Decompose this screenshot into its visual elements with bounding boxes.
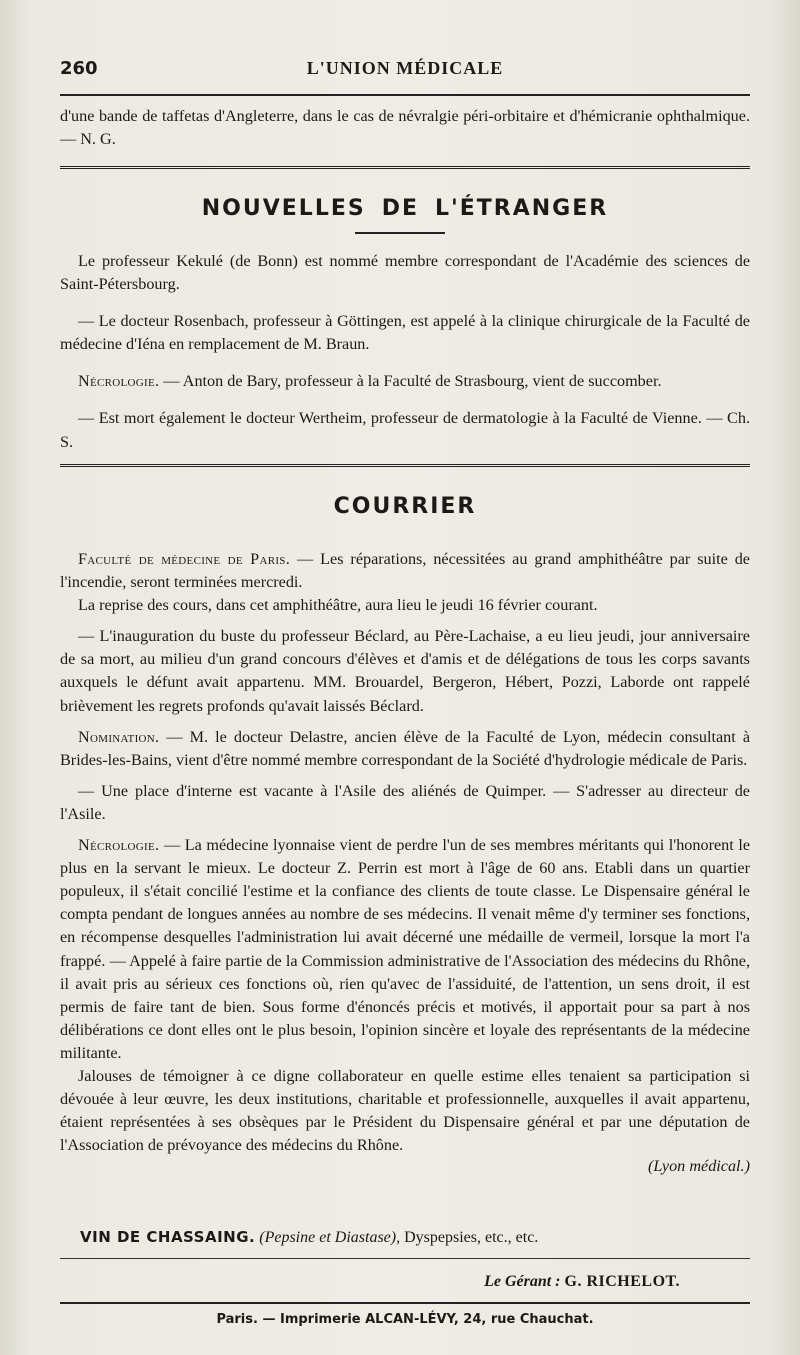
source-attribution: (Lyon médical.) (647, 1157, 750, 1176)
section-divider (60, 464, 750, 467)
gerant-name: G. RICHELOT. (564, 1273, 680, 1290)
paragraph: Nécrologie. — Anton de Bary, professeur à la Faculté de Strasbourg, vient de succomber. (78, 372, 662, 391)
running-title: L'UNION MÉDICALE (306, 58, 504, 78)
footer-rule (60, 1258, 750, 1259)
section-courrier-body (60, 548, 750, 1178)
heading-underline (355, 232, 445, 234)
paragraph: Nomination. — M. le docteur Delastre, ancien élève de la Faculté de Lyon, médecin consultant à Brides-les-Bains, vient d'être nommé membre correspondant de la Société d'hydrologie médicale de Paris. (60, 727, 750, 769)
advertisement (80, 1226, 740, 1249)
ad-detail: (Pepsine et Diastase), (259, 1229, 401, 1246)
paragraph: — Est mort également le docteur Wertheim, professeur de dermatologie à la Faculté de Vienne. — Ch. S. (60, 409, 750, 451)
paragraph: Faculté de médecine de Paris. — Les réparations, nécessitées au grand amphithéâtre par suite de l'incendie, seront terminées mercredi. (60, 550, 750, 592)
gerant-label: Le Gérant : (484, 1273, 561, 1290)
paragraph: — L'inauguration du buste du professeur Béclard, au Père-Lachaise, a eu lieu jeudi, jour anniversaire de sa mort, au milieu d'un grand concours d'élèves et d'amis et de délégations de tous les corps savants auxquels le défunt avait appartenu. MM. Brouardel, Bergeron, Hébert, Pozzi, Laborde ont rappelé brièvement les regrets profonds qu'avait laissés Béclard. (60, 627, 750, 715)
page-number: 260 (60, 58, 98, 79)
intro-fragment: d'une bande de taffetas d'Angleterre, dans le cas de névralgie péri-orbitaire et d'hémicranie ophthalmique. — N. G. (60, 107, 750, 149)
header-rule (60, 94, 750, 96)
ad-tail: Dyspepsies, etc., etc. (404, 1229, 539, 1246)
section-nouvelles-body (60, 250, 750, 454)
section-title-nouvelles (60, 196, 750, 221)
paragraph: — Le docteur Rosenbach, professeur à Göttingen, est appelé à la clinique chirurgicale de la Faculté de médecine d'Iéna en remplacement de M. Braun. (60, 312, 750, 354)
paragraph: Jalouses de témoigner à ce digne collaborateur en quelle estime elles tenaient sa participation si dévouée à leur œuvre, les deux institutions, charitable et professionnelle, auxquelles il avait appartenu, étaient représentées à ses obsèques par le Président du Dispensaire général et par une députation de l'Association de prévoyance des médecins du Rhône. (60, 1066, 750, 1155)
paragraph: Le professeur Kekulé (de Bonn) est nommé membre correspondant de l'Académie des sciences de Saint-Pétersbourg. (60, 252, 750, 294)
footer-rule (60, 1302, 750, 1304)
paragraph: — Une place d'interne est vacante à l'Asile des aliénés de Quimper. — S'adresser au directeur de l'Asile. (60, 781, 750, 823)
paragraph: La reprise des cours, dans cet amphithéâtre, aura lieu le jeudi 16 février courant. (78, 596, 598, 615)
ad-brand: VIN DE CHASSAING. (80, 1228, 256, 1246)
section-title-word: L'ÉTRANGER (435, 196, 609, 221)
section-title-word: NOUVELLES (201, 196, 366, 221)
managing-editor (60, 1273, 680, 1291)
section-title-word: DE (381, 196, 420, 221)
section-title-courrier: COURRIER (333, 494, 477, 519)
printer-imprint: Paris. — Imprimerie ALCAN-LÉVY, 24, rue Chauchat. (216, 1312, 594, 1327)
paragraph: Nécrologie. — La médecine lyonnaise vient de perdre l'un de ses membres méritants qui l'honorent le plus en la servant le mieux. Le docteur Z. Perrin est mort à l'âge de 60 ans. Etabli dans un quartier populeux, il s'était concilié l'estime et la confiance des clients de toute classe. Le Dispensaire général le compta pendant de longues années au nombre de ses médecins. Il venait même d'y terminer ses fonctions, en récompense desquelles l'administration lui avait décerné une médaille de vermeil, lorsque la mort l'a frappé. — Appelé à faire partie de la Commission administrative de l'Association des médecins du Rhône, il avait pris au sérieux ces fonctions où, rien qu'avec de l'assiduité, de l'attention, un sens droit, il est permis de faire tant de bien. Sous forme d'énoncés précis et motivés, il apportait pour sa part à nos délibérations ce dont elles ont le plus besoin, l'opinion sincère et loyale des représentants de la médecine militante. (60, 836, 750, 1062)
page-header (60, 58, 750, 88)
section-divider (60, 166, 750, 169)
